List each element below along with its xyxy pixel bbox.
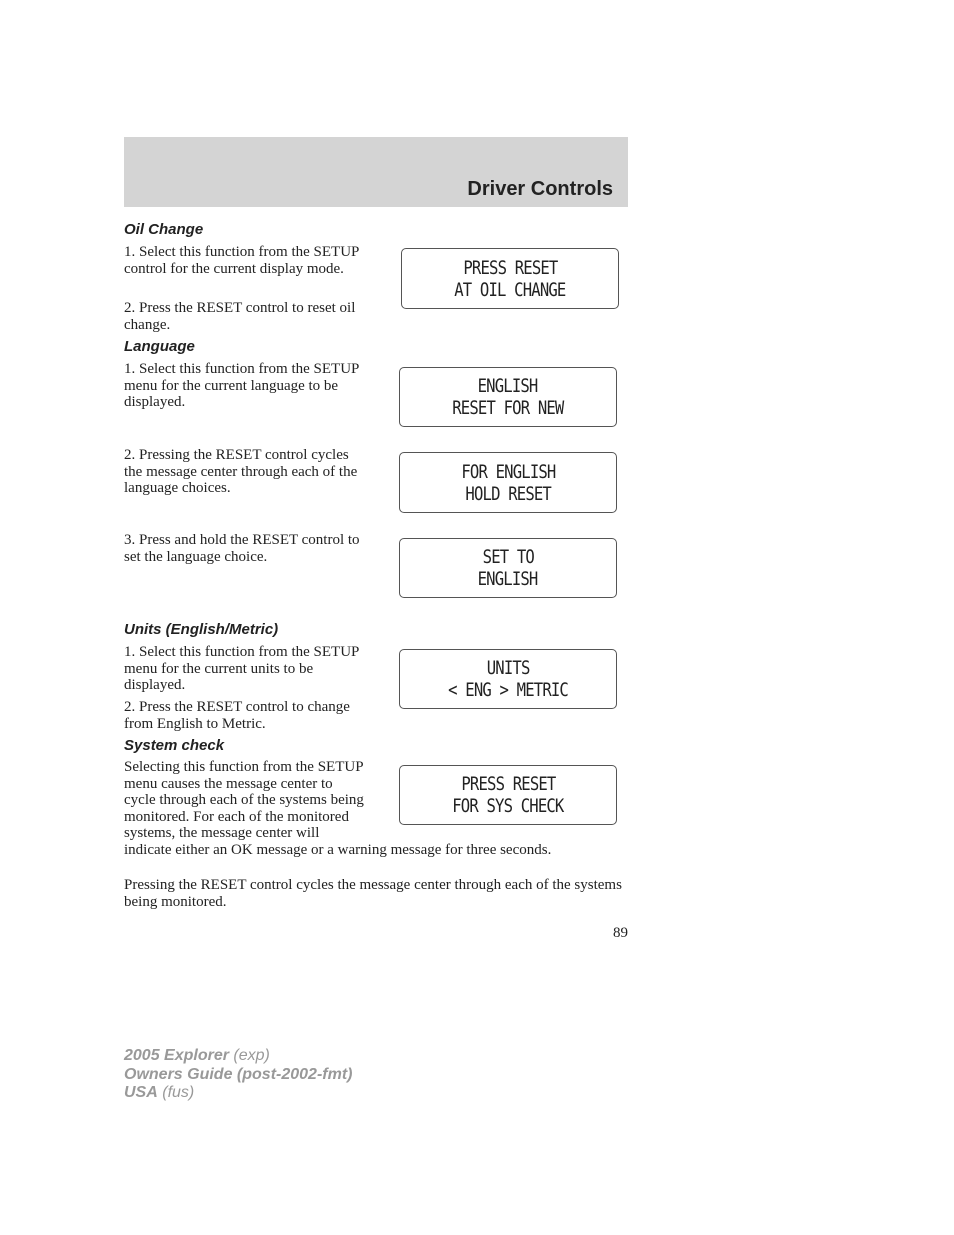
- footer-line-3: [124, 1084, 352, 1103]
- system-check-paragraph-1: [124, 759, 629, 858]
- language-display-1: [399, 367, 617, 427]
- units-heading: Units (English/Metric): [124, 621, 279, 638]
- display-line: ENGLISH: [478, 375, 538, 397]
- footer-line-2: [124, 1066, 352, 1085]
- page-title: Driver Controls: [467, 178, 613, 200]
- display-line: UNITS: [486, 657, 530, 679]
- display-line: PRESS RESET: [462, 256, 558, 279]
- language-display-2: [399, 452, 617, 513]
- oil-change-step-2: 2. Press the RESET control to reset oil change.: [124, 300, 356, 333]
- footer-guide: Owners Guide (post-2002-fmt): [124, 1065, 353, 1083]
- display-float-spacer: [367, 759, 629, 841]
- footer-line-1: [124, 1047, 352, 1066]
- display-line: PRESS RESET: [460, 773, 556, 795]
- header-bar: [124, 137, 628, 207]
- system-check-paragraph-2: Pressing the RESET control cycles the message center through each of the systems being monitored.: [124, 877, 622, 910]
- display-line: HOLD RESET: [465, 482, 551, 505]
- footer-market: USA: [124, 1084, 158, 1101]
- display-line: SET TO: [482, 546, 534, 568]
- units-step-2: 2. Press the RESET control to change from English to Metric.: [124, 699, 350, 732]
- language-step-1: 1. Select this function from the SETUP menu for the current language to be displayed.: [124, 361, 359, 410]
- language-step-3: 3. Press and hold the RESET control to set the language choice.: [124, 532, 360, 565]
- footer: [124, 1047, 352, 1103]
- system-check-text-1: Selecting this function from the SETUP menu causes the message center to cycle through each of the systems being monitored. For each of the monitored systems, the message center will indicate either an OK message or a warning message for three seconds.: [124, 759, 552, 858]
- language-heading: Language: [124, 338, 195, 355]
- display-line: AT OIL CHANGE: [454, 278, 566, 301]
- units-display: [399, 649, 617, 709]
- system-check-heading: System check: [124, 737, 225, 754]
- oil-change-heading: Oil Change: [124, 221, 204, 238]
- oil-change-display: [401, 248, 619, 309]
- footer-model: 2005 Explorer: [124, 1047, 229, 1064]
- footer-model-code: (exp): [233, 1047, 270, 1064]
- display-line: FOR ENGLISH: [460, 460, 556, 483]
- display-line: < ENG > METRIC: [448, 679, 568, 701]
- page-number: 89: [613, 925, 628, 941]
- display-line: FOR SYS CHECK: [452, 795, 564, 817]
- language-step-2: 2. Pressing the RESET control cycles the message center through each of the language choices.: [124, 447, 358, 496]
- display-line: ENGLISH: [478, 568, 538, 590]
- units-step-1: 1. Select this function from the SETUP menu for the current units to be displayed.: [124, 644, 359, 693]
- language-display-3: [399, 538, 617, 598]
- display-line: RESET FOR NEW: [452, 397, 564, 419]
- oil-change-step-1: 1. Select this function from the SETUP control for the current display mode.: [124, 244, 359, 277]
- footer-market-code: (fus): [162, 1084, 195, 1101]
